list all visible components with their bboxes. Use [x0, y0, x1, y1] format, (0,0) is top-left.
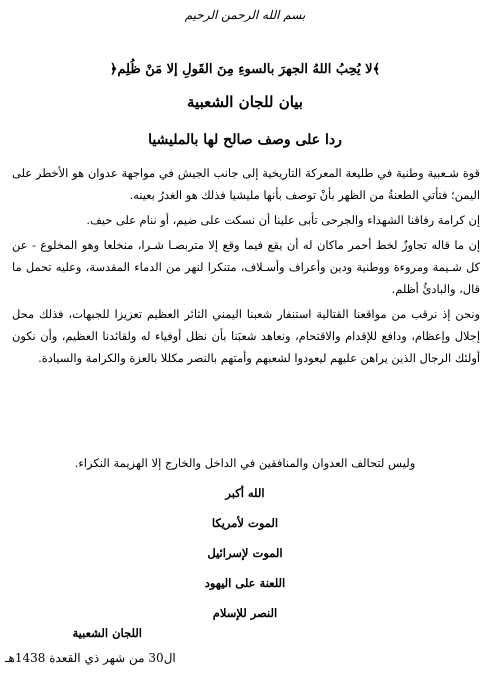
document-date: ال30 من شهر ذي القعدة 1438هـ	[5, 651, 176, 665]
slogan-line: اللعنة على اليهود	[204, 576, 286, 590]
slogan-line: الموت لأمريكا	[211, 516, 279, 530]
slogan-line: الموت لإسرائيل	[207, 546, 283, 560]
signature: اللجان الشعبية	[72, 626, 142, 640]
slogan-list	[0, 482, 490, 632]
quran-verse: ﴿لا يُحِبُ اللهُ الجهرَ بالسوءِ مِنَ القَولِ إلا مَنْ ظُلِم﴾	[109, 62, 381, 77]
basmala-header: بسم الله الرحمن الرحيم	[184, 8, 306, 22]
paragraph: ونحن إذ نرقب من مواقعنا القتالية استنفار شعبنا اليمني الثائر العظيم تعزيزا للجبهات، فذلك محل إجلال وإعظام، ودافع للإقدام والاقتحام، ونعاهد شعبَنا بأن نظل أوفياء له ولقائدنا العظيم، وأن نكون أولئك الرجال الذين يراهن عليهم ليعودوا لشعبهم وأمتهم بالنصر مكللا بالعزة والكرامة والسيادة.	[12, 307, 480, 365]
document-title: بيان للجان الشعبية	[187, 93, 303, 111]
paragraph: إن كرامة رفاقنا الشهداء والجرحى تأبى علينا أن نسكت على ضيم، أو ننام على حيف.	[86, 213, 480, 227]
document-subtitle: ردا على وصف صالح لها بالمليشيا	[148, 132, 342, 148]
paragraph: قوة شـعبية وطنية في طليعة المعركة التاريخية إلى جانب الجيش في مواجهة عدوان هو الأخطر على اليمن؛ فتأتي الطعنةُ من الظهر بأنْ توصف بأنها مليشيا فذلك هو الغدرُ بعينه.	[12, 166, 480, 202]
slogan-line: الله أكبر	[225, 486, 265, 500]
slogan-line: النصر للإسلام	[212, 606, 278, 620]
statement-body	[12, 162, 480, 372]
closing-line: وليس لتحالف العدوان والمنافقين في الداخل والخارج إلا الهزيمة النكراء.	[74, 456, 416, 470]
paragraph: إن ما قاله تجاوزٌ لخط أحمر ماكان له أن يقع فيما وقع إلا متربصـا شـرا، منخلعا وهو المخلوع - عن كل شـيمة ومروءة ووطنية ودين وأعراف وأسـلاف، متنكرا لنهر من الدماء المقدسة، وعليه تحمل ما قال، والبادئُ أظلم.	[12, 238, 480, 296]
